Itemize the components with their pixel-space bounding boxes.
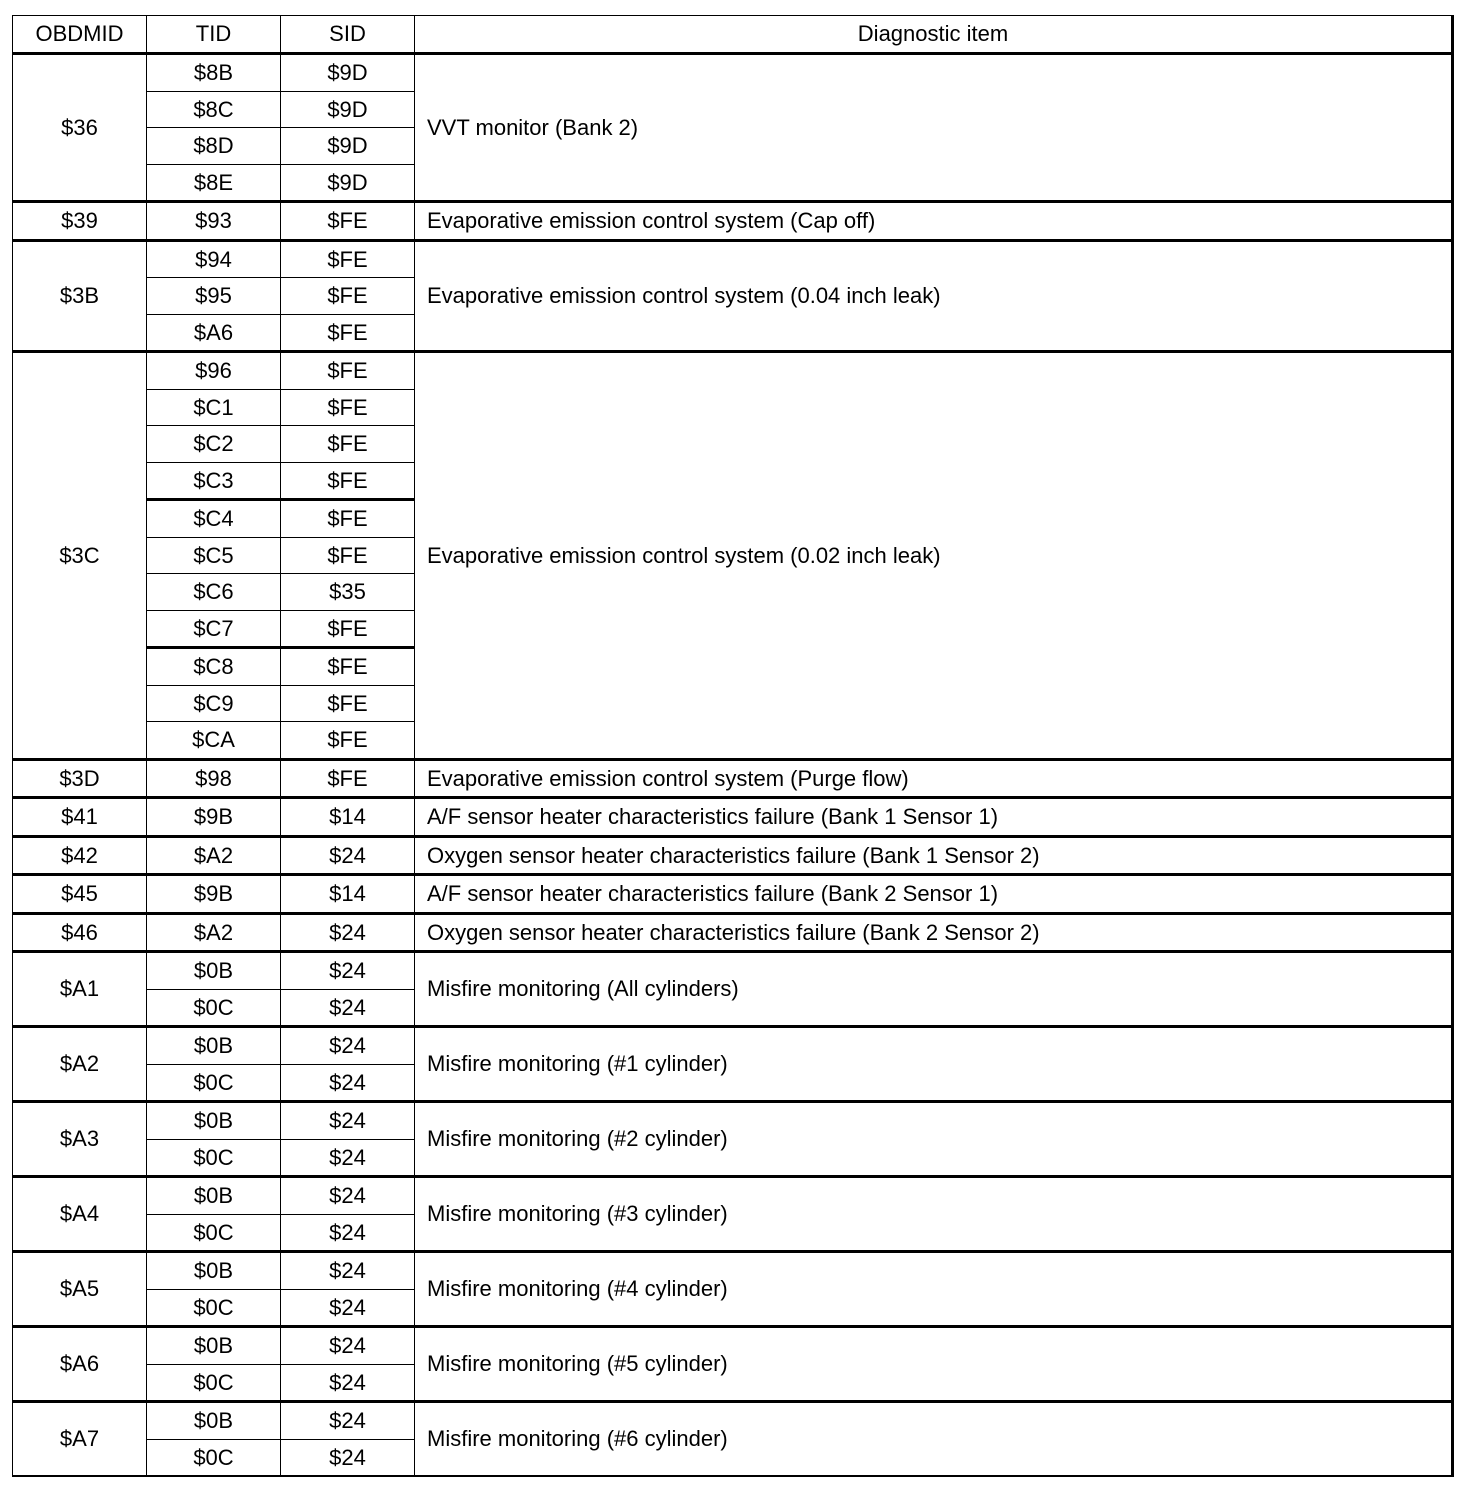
tid-cell: $0C [147, 1139, 281, 1177]
sid-cell: $14 [281, 798, 415, 837]
tid-cell: $0B [147, 1327, 281, 1365]
sid-cell: $24 [281, 1402, 415, 1440]
tid-cell: $8E [147, 164, 281, 202]
header-tid: TID [147, 16, 281, 54]
sid-cell: $FE [281, 537, 415, 574]
sid-cell: $FE [281, 759, 415, 798]
sid-cell: $24 [281, 1027, 415, 1065]
sid-cell: $FE [281, 314, 415, 352]
sid-cell: $24 [281, 1177, 415, 1215]
diagnostic-item-cell: Misfire monitoring (#6 cylinder) [415, 1402, 1453, 1477]
tid-cell: $0C [147, 1364, 281, 1402]
tid-cell: $C2 [147, 426, 281, 463]
obdmid-cell: $46 [13, 913, 147, 952]
table-row [13, 1102, 1453, 1140]
sid-cell: $14 [281, 875, 415, 914]
table-row [13, 759, 1453, 798]
sid-cell: $FE [281, 462, 415, 500]
diagnostic-item-cell: Evaporative emission control system (0.04 inch leak) [415, 240, 1453, 352]
table-row [13, 913, 1453, 952]
tid-cell: $0C [147, 1214, 281, 1252]
diagnostic-item-cell: A/F sensor heater characteristics failure (Bank 1 Sensor 1) [415, 798, 1453, 837]
obdmid-cell: $A7 [13, 1402, 147, 1477]
sid-cell: $FE [281, 389, 415, 426]
sid-cell: $FE [281, 278, 415, 315]
tid-cell: $96 [147, 352, 281, 390]
table-row [13, 1027, 1453, 1065]
table-row [13, 836, 1453, 875]
obdmid-cell: $3B [13, 240, 147, 352]
obdmid-cell: $45 [13, 875, 147, 914]
sid-cell: $24 [281, 1327, 415, 1365]
obdmid-cell: $39 [13, 202, 147, 241]
header-sid: SID [281, 16, 415, 54]
diagnostic-item-cell: Misfire monitoring (#5 cylinder) [415, 1327, 1453, 1402]
tid-cell: $94 [147, 240, 281, 278]
tid-cell: $0B [147, 1177, 281, 1215]
sid-cell: $9D [281, 128, 415, 165]
sid-cell: $FE [281, 685, 415, 722]
tid-cell: $0C [147, 1289, 281, 1327]
sid-cell: $24 [281, 989, 415, 1027]
tid-cell: $C4 [147, 500, 281, 538]
tid-cell: $A2 [147, 913, 281, 952]
sid-cell: $24 [281, 1064, 415, 1102]
table-row [13, 352, 1453, 390]
obdmid-diagnostic-table [12, 15, 1454, 1477]
tid-cell: $C3 [147, 462, 281, 500]
table-row [13, 1402, 1453, 1440]
tid-cell: $C9 [147, 685, 281, 722]
sid-cell: $24 [281, 1139, 415, 1177]
sid-cell: $FE [281, 202, 415, 241]
diagnostic-item-cell: Misfire monitoring (#4 cylinder) [415, 1252, 1453, 1327]
obdmid-cell: $41 [13, 798, 147, 837]
sid-cell: $9D [281, 164, 415, 202]
tid-cell: $C8 [147, 648, 281, 686]
tid-cell: $93 [147, 202, 281, 241]
tid-cell: $0C [147, 1064, 281, 1102]
obdmid-cell: $A5 [13, 1252, 147, 1327]
tid-cell: $0C [147, 1439, 281, 1476]
obdmid-cell: $A2 [13, 1027, 147, 1102]
tid-cell: $9B [147, 798, 281, 837]
sid-cell: $FE [281, 610, 415, 648]
tid-cell: $0B [147, 1402, 281, 1440]
sid-cell: $24 [281, 1252, 415, 1290]
tid-cell: $C7 [147, 610, 281, 648]
tid-cell: $A2 [147, 836, 281, 875]
sid-cell: $FE [281, 352, 415, 390]
diagnostic-item-cell: Evaporative emission control system (Purge flow) [415, 759, 1453, 798]
table-row [13, 202, 1453, 241]
diagnostic-item-cell: Evaporative emission control system (0.02 inch leak) [415, 352, 1453, 760]
diagnostic-item-cell: Misfire monitoring (#3 cylinder) [415, 1177, 1453, 1252]
obdmid-cell: $36 [13, 54, 147, 202]
tid-cell: $C5 [147, 537, 281, 574]
sid-cell: $24 [281, 1214, 415, 1252]
obdmid-cell: $A1 [13, 952, 147, 1027]
diagnostic-item-cell: A/F sensor heater characteristics failure (Bank 2 Sensor 1) [415, 875, 1453, 914]
sid-cell: $9D [281, 54, 415, 92]
tid-cell: $0B [147, 1027, 281, 1065]
obdmid-cell: $3C [13, 352, 147, 760]
table-row [13, 952, 1453, 990]
header-row [13, 16, 1453, 54]
sid-cell: $FE [281, 426, 415, 463]
tid-cell: $CA [147, 722, 281, 760]
sid-cell: $24 [281, 1102, 415, 1140]
sid-cell: $24 [281, 952, 415, 990]
tid-cell: $95 [147, 278, 281, 315]
tid-cell: $C6 [147, 574, 281, 611]
tid-cell: $0B [147, 1252, 281, 1290]
table-row [13, 1327, 1453, 1365]
sid-cell: $24 [281, 1289, 415, 1327]
sid-cell: $24 [281, 836, 415, 875]
table-row [13, 1177, 1453, 1215]
sid-cell: $24 [281, 1364, 415, 1402]
obdmid-cell: $A4 [13, 1177, 147, 1252]
diagnostic-item-cell: Misfire monitoring (All cylinders) [415, 952, 1453, 1027]
sid-cell: $FE [281, 240, 415, 278]
diagnostic-item-cell: VVT monitor (Bank 2) [415, 54, 1453, 202]
tid-cell: $0B [147, 1102, 281, 1140]
sid-cell: $FE [281, 648, 415, 686]
tid-cell: $0B [147, 952, 281, 990]
table-row [13, 1252, 1453, 1290]
sid-cell: $24 [281, 1439, 415, 1476]
table-row [13, 875, 1453, 914]
sid-cell: $24 [281, 913, 415, 952]
sid-cell: $FE [281, 722, 415, 760]
tid-cell: $8B [147, 54, 281, 92]
obdmid-cell: $3D [13, 759, 147, 798]
tid-cell: $9B [147, 875, 281, 914]
tid-cell: $A6 [147, 314, 281, 352]
table-header [13, 16, 1453, 54]
obdmid-cell: $42 [13, 836, 147, 875]
table-body [13, 54, 1453, 1477]
table-row [13, 798, 1453, 837]
diagnostic-item-cell: Misfire monitoring (#1 cylinder) [415, 1027, 1453, 1102]
tid-cell: $0C [147, 989, 281, 1027]
sid-cell: $9D [281, 91, 415, 128]
obdmid-cell: $A3 [13, 1102, 147, 1177]
tid-cell: $98 [147, 759, 281, 798]
table-row [13, 240, 1453, 278]
diagnostic-item-cell: Evaporative emission control system (Cap off) [415, 202, 1453, 241]
tid-cell: $C1 [147, 389, 281, 426]
table-row [13, 54, 1453, 92]
header-diagnostic-item: Diagnostic item [415, 16, 1453, 54]
sid-cell: $FE [281, 500, 415, 538]
sid-cell: $35 [281, 574, 415, 611]
obdmid-cell: $A6 [13, 1327, 147, 1402]
diagnostic-item-cell: Misfire monitoring (#2 cylinder) [415, 1102, 1453, 1177]
header-obdmid: OBDMID [13, 16, 147, 54]
diagnostic-item-cell: Oxygen sensor heater characteristics failure (Bank 1 Sensor 2) [415, 836, 1453, 875]
tid-cell: $8D [147, 128, 281, 165]
diagnostic-item-cell: Oxygen sensor heater characteristics failure (Bank 2 Sensor 2) [415, 913, 1453, 952]
tid-cell: $8C [147, 91, 281, 128]
